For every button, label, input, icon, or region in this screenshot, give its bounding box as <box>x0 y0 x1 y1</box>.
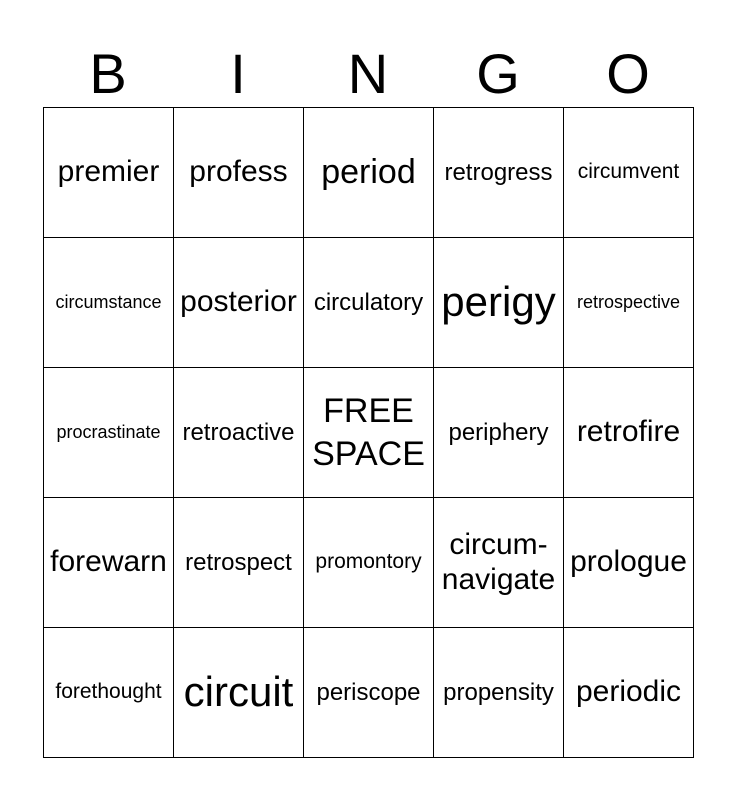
bingo-cell[interactable]: premier <box>44 108 174 238</box>
bingo-cell[interactable]: retrogress <box>434 108 564 238</box>
header-letter-n: N <box>347 42 389 105</box>
header-letter-i: I <box>230 42 246 105</box>
bingo-cell[interactable]: periodic <box>564 628 694 758</box>
free-space-cell[interactable]: FREE SPACE <box>304 368 434 498</box>
header-letter-g: G <box>476 42 520 105</box>
bingo-cell[interactable]: retrofire <box>564 368 694 498</box>
bingo-cell[interactable]: periphery <box>434 368 564 498</box>
bingo-board <box>43 107 694 758</box>
bingo-cell[interactable]: circulatory <box>304 238 434 368</box>
bingo-cell[interactable]: period <box>304 108 434 238</box>
header-letter-b: B <box>89 42 127 105</box>
bingo-cell[interactable]: posterior <box>174 238 304 368</box>
bingo-cell[interactable]: procrastinate <box>44 368 174 498</box>
bingo-cell[interactable]: prologue <box>564 498 694 628</box>
bingo-cell[interactable]: profess <box>174 108 304 238</box>
bingo-cell[interactable]: perigy <box>434 238 564 368</box>
bingo-cell[interactable]: retrospect <box>174 498 304 628</box>
bingo-cell[interactable]: retroactive <box>174 368 304 498</box>
bingo-header <box>43 40 693 108</box>
header-letter-o: O <box>606 42 650 105</box>
bingo-cell[interactable]: propensity <box>434 628 564 758</box>
bingo-cell[interactable]: circumvent <box>564 108 694 238</box>
bingo-cell[interactable]: circuit <box>174 628 304 758</box>
bingo-cell[interactable]: circum- navigate <box>434 498 564 628</box>
bingo-cell[interactable]: forewarn <box>44 498 174 628</box>
bingo-cell[interactable]: circumstance <box>44 238 174 368</box>
bingo-cell[interactable]: periscope <box>304 628 434 758</box>
bingo-cell[interactable]: forethought <box>44 628 174 758</box>
bingo-cell[interactable]: retrospective <box>564 238 694 368</box>
bingo-cell[interactable]: promontory <box>304 498 434 628</box>
